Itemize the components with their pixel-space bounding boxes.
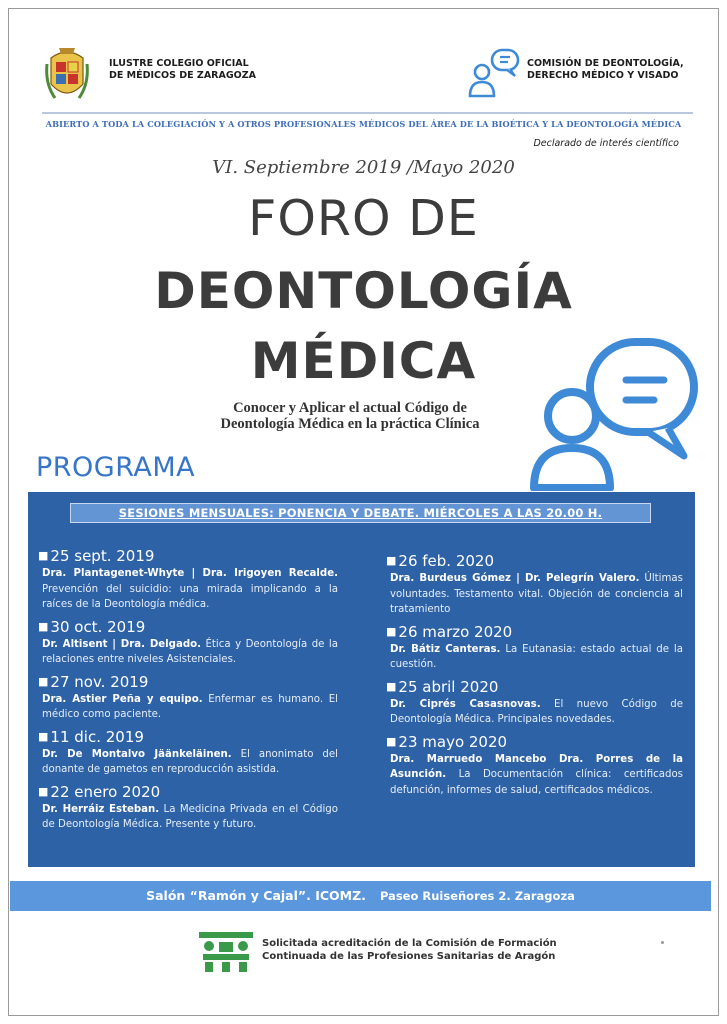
bullet-icon: ■ [38, 549, 49, 562]
event-date: 30 oct. 2019 [50, 617, 146, 636]
event-item [386, 732, 683, 799]
event-date: 23 mayo 2020 [398, 732, 508, 751]
event-item [38, 672, 338, 723]
event-topic: La Documentación clínica: certificados defunción, informes de salud, certificados médicos. [390, 769, 683, 796]
program-heading: PROGRAMA [36, 452, 196, 483]
event-date: 22 enero 2020 [50, 782, 161, 801]
subtitle: Conocer y Aplicar el actual Código de Deontología Médica en la práctica Clínica [220, 400, 480, 432]
event-item [38, 546, 338, 613]
event-topic: La Eutanasia: estado actual de la cuestión. [390, 643, 683, 670]
scan-speck [661, 941, 664, 944]
event-date: 25 sept. 2019 [50, 547, 155, 565]
bullet-icon: ■ [38, 619, 49, 633]
event-topic: Ética y Deontología de la relaciones entre niveles Asistenciales. [42, 638, 338, 665]
event-topic: El nuevo Código de Deontología Médica. Principales novedades. [390, 698, 683, 725]
venue-address: Paseo Ruiseñores 2. Zaragoza [379, 889, 575, 903]
event-item [38, 617, 338, 668]
event-date: 26 marzo 2020 [398, 622, 513, 641]
deontology-commission-icon [465, 46, 523, 98]
accreditation-logo-icon [197, 930, 255, 974]
event-date: 25 abril 2020 [398, 677, 499, 696]
bullet-icon: ■ [386, 554, 397, 567]
event-item [38, 727, 338, 778]
conversation-icon [528, 336, 698, 491]
event-item [38, 782, 338, 833]
title-line-2: DEONTOLOGÍA [154, 262, 573, 320]
bullet-icon: ■ [38, 729, 49, 743]
event-item [386, 677, 683, 728]
college-name: ILUSTRE COLEGIO OFICIAL DE MÉDICOS DE ZARAGOZA [109, 58, 256, 81]
event-topic: El anonimato del donante de gametos en reproducción asistida. [42, 748, 338, 775]
event-speakers: Dr. De Montalvo Jäänkeläinen. [42, 748, 232, 760]
audience-note: ABIERTO A TODA LA COLEGIACIÓN Y A OTROS PROFESIONALES MÉDICOS DEL ÁREA DE LA BIOÉTICA Y LA DEONTOLOGÍA MÉDICA [45, 119, 682, 129]
event-topic: Prevención del suicidio: una mirada implicando a la raíces de la Deontología médica. [42, 583, 338, 610]
edition-dates: VI. Septiembre 2019 /Mayo 2020 [212, 157, 515, 178]
event-date: 27 nov. 2019 [50, 672, 149, 691]
event-speakers: Dr. Altisent | Dra. Delgado. [42, 638, 202, 650]
bullet-icon: ■ [38, 674, 49, 688]
event-speakers: Dr. Bátiz Canteras. [390, 643, 501, 655]
event-topic: Últimas voluntades. Testamento vital. Objeción de conciencia al tratamiento [390, 573, 683, 615]
bullet-icon: ■ [386, 734, 397, 748]
bullet-icon: ■ [386, 679, 397, 693]
sessions-banner: SESIONES MENSUALES: PONENCIA Y DEBATE. MIÉRCOLES A LAS 20.00 H. [70, 503, 651, 523]
commission-name: COMISIÓN DE DEONTOLOGÍA, DERECHO MÉDICO Y VISADO [527, 58, 684, 81]
venue-bar [10, 881, 711, 911]
scientific-interest-note: Declarado de interés científico [533, 138, 679, 149]
events-column-left [38, 546, 338, 837]
bullet-icon: ■ [386, 624, 397, 638]
event-speakers: Dr. Ciprés Casasnovas. [390, 698, 541, 710]
event-item [386, 551, 683, 618]
title-line-1: FORO DE [248, 190, 479, 247]
event-speakers: Dra. Burdeus Gómez | Dr. Pelegrín Valero. [390, 573, 640, 584]
events-column-right [386, 551, 683, 802]
program-panel [28, 492, 695, 867]
event-speakers: Dra. Marruedo Mancebo Dra. Porres de la Asunción. [390, 753, 683, 780]
event-speakers: Dra. Astier Peña y equipo. [42, 693, 203, 705]
venue-place: Salón “Ramón y Cajal”. ICOMZ. [146, 888, 366, 903]
header-divider [42, 112, 693, 114]
title-line-3: MÉDICA [250, 332, 477, 390]
event-speakers: Dr. Herráiz Esteban. [42, 803, 160, 815]
bullet-icon: ■ [38, 784, 49, 798]
accreditation-note: Solicitada acreditación de la Comisión de Formación Continuada de las Profesiones Sanitarias de Aragón [262, 938, 557, 962]
event-date: 11 dic. 2019 [50, 727, 144, 746]
event-topic: La Medicina Privada en el Código de Deontología Médica. Presente y futuro. [42, 803, 338, 830]
event-topic: Enfermar es humano. El médico como paciente. [42, 693, 338, 720]
college-crest-icon [45, 44, 89, 106]
event-date: 26 feb. 2020 [398, 552, 495, 570]
event-item [386, 622, 683, 673]
event-speakers: Dra. Plantagenet-Whyte | Dra. Irigoyen Recalde. [42, 568, 338, 579]
